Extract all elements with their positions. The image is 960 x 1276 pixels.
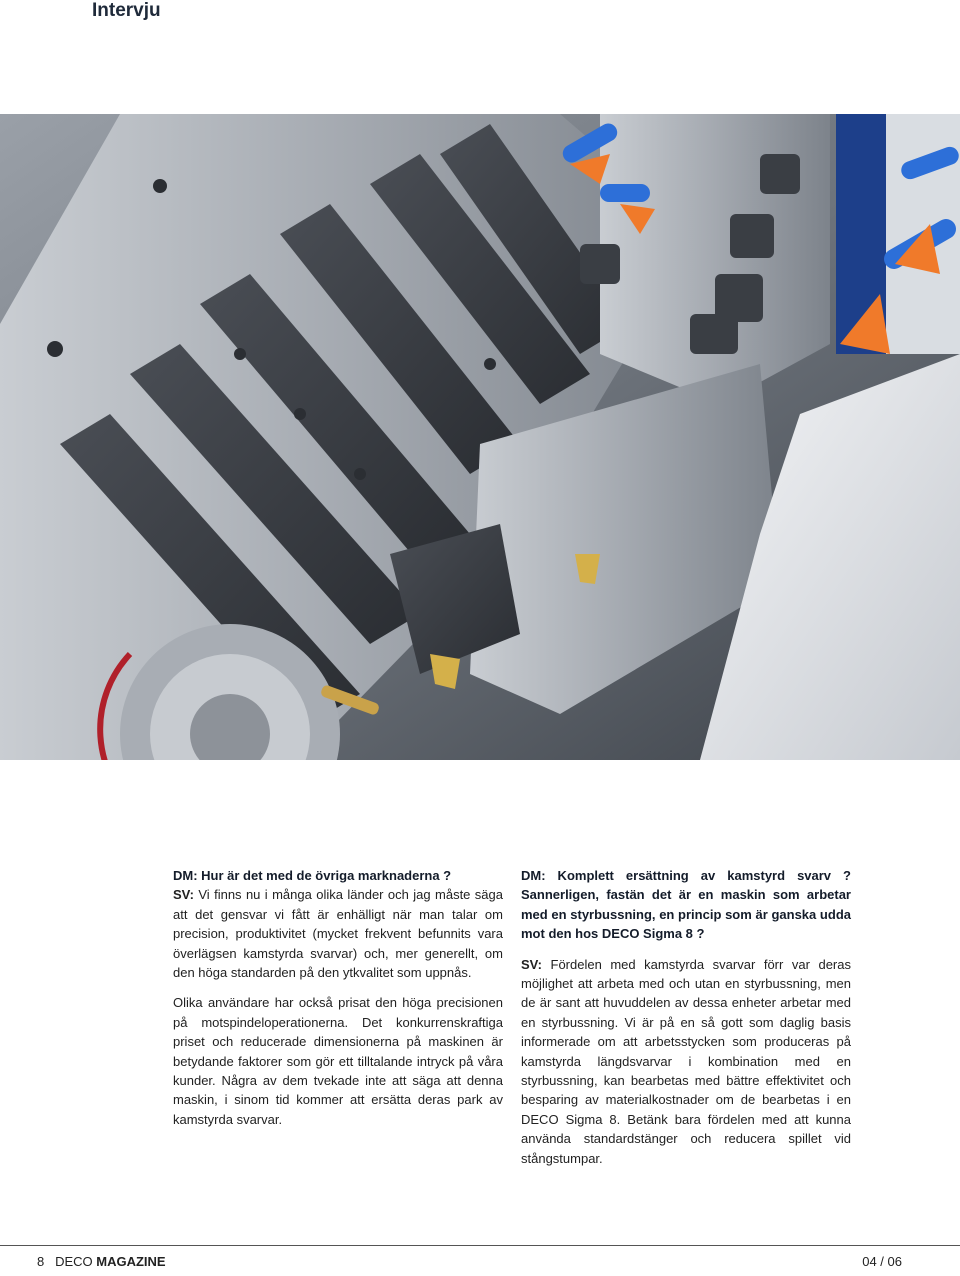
- page-number: 8: [37, 1254, 45, 1269]
- brand-name: DECO: [55, 1254, 93, 1269]
- machine-photo: [0, 114, 960, 760]
- question-2: DM: Komplett ersättning av kamstyrd svarv ? Sannerligen, fastän det är en maskin som arbetar med en styrbussning, en princip som är ganska udda mot den hos DECO Sigma 8 ?: [521, 868, 851, 942]
- answer-1-text: Vi finns nu i många olika länder och jag måste säga att det gensvar vi fått är enhälligt när man talar om precision, produktivitet (mycket frekvent befunnits vara överlägsen kamstyrda svarvar) och, mer generellt, om den höga standarden på den ytkvalitet som uppnås.: [173, 887, 503, 981]
- section-title: Intervju: [92, 0, 161, 21]
- machine-illustration: [0, 114, 960, 760]
- magazine-name: MAGAZINE: [96, 1254, 166, 1269]
- question-1-text: DM: Hur är det med de övriga marknaderna ?: [173, 868, 452, 883]
- footer-left: [37, 1254, 166, 1269]
- page-footer: [0, 1245, 960, 1276]
- answer-2: [521, 955, 851, 1168]
- answer-2-label: SV:: [521, 956, 542, 972]
- right-column: [521, 866, 851, 1179]
- issue-number: 04 / 06: [862, 1254, 902, 1269]
- question-1: [173, 866, 503, 982]
- paragraph-2: Olika användare har också prisat den höga precisionen på motspindeloperationerna. Det konkurrenskraftiga priset och reducerade dimensionerna på maskinen är betydande faktorer som gör ett tilltalande intryck på våra kunder. Några av dem tvekade inte att säga att denna maskin, i sinom tid kommer att ersätta deras park av kamstyrda svarvar.: [173, 995, 503, 1127]
- answer-1-label: SV:: [173, 887, 194, 903]
- left-column: [173, 866, 503, 1140]
- answer-2-text: Fördelen med kamstyrda svarvar förr var deras möjlighet att arbeta med och utan en styrbussning, men de är sant att huvuddelen av dessa enheter arbetar med en styrbussning. Vi är på en så gott som daglig basis informerade om att arbetsstycken som produceras på kamstyrda längdsvarvar i kombination med en styrbussning, kan bearbetas med bättre effektivitet och besparing av materialkostnader om de bearbetas i en DECO Sigma 8. Betänk bara fördelen med att kunna använda standardstänger och reducera spillet vid stångstumpar.: [521, 956, 851, 1166]
